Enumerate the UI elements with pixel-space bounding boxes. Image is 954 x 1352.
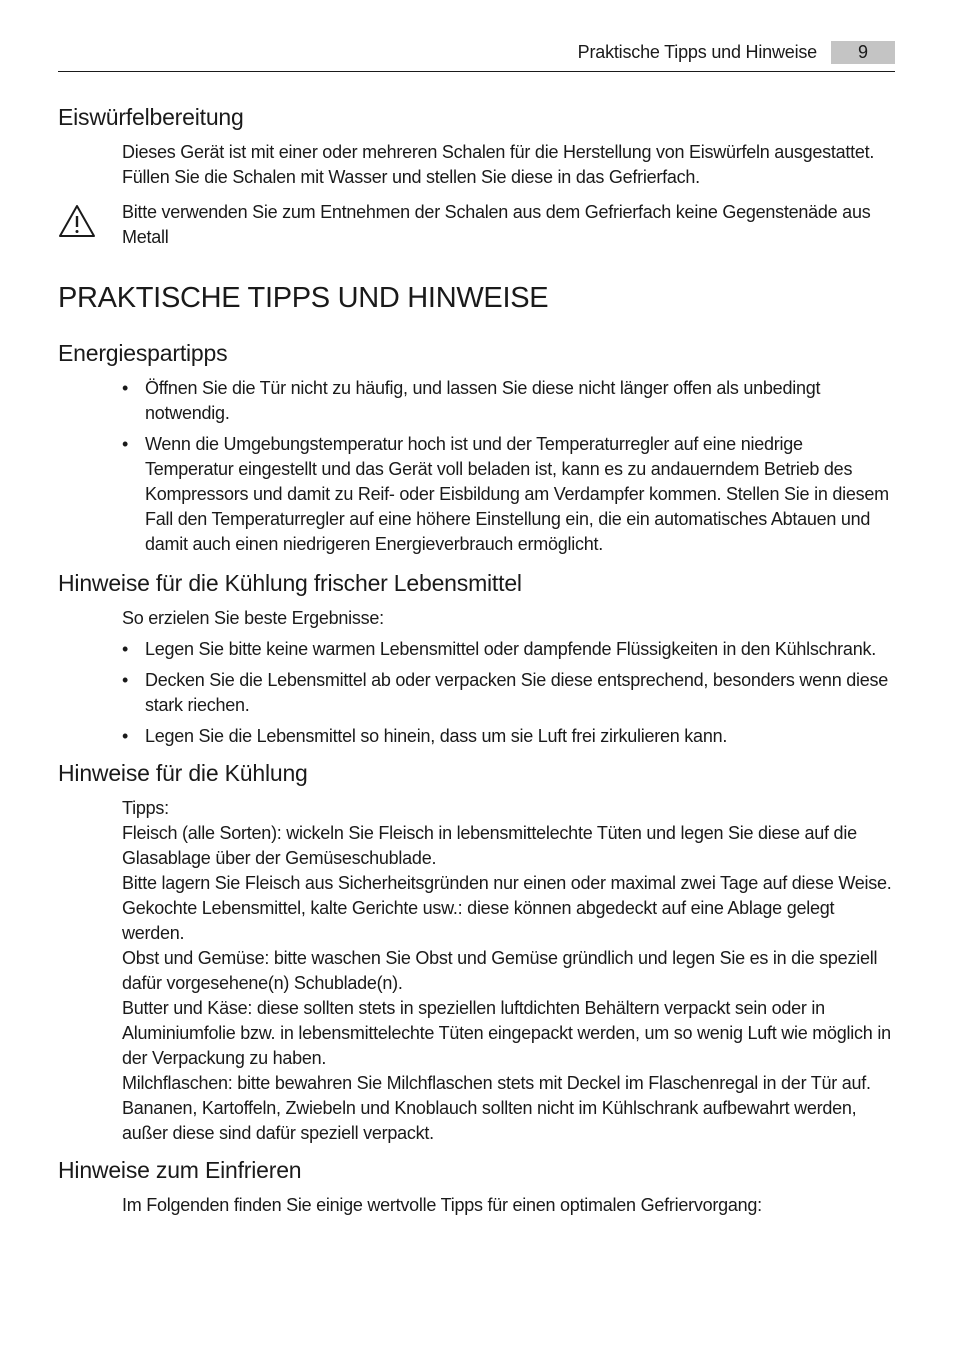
- list-item: • Wenn die Umgebungstemperatur hoch ist und der Temperaturregler auf eine niedrige Temperatur eingestellt und das Gerät voll beladen ist, kann es zu andauerndem Betrieb des Kompressors und damit zu Reif- oder Eisbildung am Verdampfer kommen. Stellen Sie in diesem Fall den Temperaturregler auf eine höhere Einstellung ein, die ein automatisches Abtauen und damit auch einen niedrigeren Energieverbrauch ermöglicht.: [122, 434, 889, 554]
- cooling-tip-line: Obst und Gemüse: bitte waschen Sie Obst und Gemüse gründlich und legen Sie es in die speziell dafür vorgesehene(n) Schublade(n).: [122, 948, 878, 993]
- ice-cubes-paragraph: Dieses Gerät ist mit einer oder mehreren Schalen für die Herstellung von Eiswürfeln ausgestattet. Füllen Sie die Schalen mit Wasser und stellen Sie diese in das Gefrierfach.: [122, 142, 875, 187]
- fresh-food-bullet-list: [122, 637, 895, 749]
- warning-text: Bitte verwenden Sie zum Entnehmen der Schalen aus dem Gefrierfach keine Gegenstenäde aus Metall: [122, 202, 871, 247]
- warning-note: [58, 200, 895, 250]
- list-item: • Decken Sie die Lebensmittel ab oder verpacken Sie diese entsprechend, besonders wenn diese stark riechen.: [122, 670, 888, 715]
- cooling-tip-line: Milchflaschen: bitte bewahren Sie Milchflaschen stets mit Deckel im Flaschenregal in der Tür auf.: [122, 1073, 871, 1093]
- list-item: • Öffnen Sie die Tür nicht zu häufig, und lassen Sie diese nicht länger offen als unbedingt notwendig.: [122, 378, 821, 423]
- section-heading-energy-saving: Energiespartipps: [58, 340, 228, 366]
- freezing-intro: Im Folgenden finden Sie einige wertvolle Tipps für einen optimalen Gefriervorgang:: [122, 1195, 762, 1215]
- page-number: 9: [831, 41, 895, 64]
- cooling-tip-line: Bitte lagern Sie Fleisch aus Sicherheitsgründen nur einen oder maximal zwei Tage auf diese Weise.: [122, 873, 892, 893]
- page-content: [58, 102, 895, 1218]
- cooling-tip-line: Tipps:: [122, 798, 169, 818]
- energy-bullet-list: [122, 376, 895, 557]
- section-cooling: [58, 758, 895, 1146]
- running-title: Praktische Tipps und Hinweise: [577, 42, 817, 62]
- warning-triangle-icon: [58, 204, 96, 238]
- cooling-tip-line: Butter und Käse: diese sollten stets in speziellen luftdichten Behältern verpackt sein oder in Aluminiumfolie bzw. in lebensmittelechte Tüten eingepackt werden, um so wenig Luft wie möglich in der Verpackung zu haben.: [122, 998, 891, 1068]
- section-energy-saving: [58, 338, 895, 557]
- section-heading-freezing: Hinweise zum Einfrieren: [58, 1157, 302, 1183]
- section-heading-fresh-food: Hinweise für die Kühlung frischer Lebensmittel: [58, 570, 522, 596]
- cooling-tip-line: Bananen, Kartoffeln, Zwiebeln und Knoblauch sollten nicht im Kühlschrank aufbewahrt werden, außer diese sind dafür speziell verpackt.: [122, 1098, 857, 1143]
- main-title: PRAKTISCHE TIPPS UND HINWEISE: [58, 282, 549, 314]
- section-heading-cooling: Hinweise für die Kühlung: [58, 760, 308, 786]
- section-heading-ice-cubes: Eiswürfelbereitung: [58, 104, 244, 130]
- section-ice-cubes: [58, 102, 895, 250]
- page-header: [58, 38, 895, 72]
- cooling-tip-line: Gekochte Lebensmittel, kalte Gerichte usw.: diese können abgedeckt auf eine Ablage gelegt werden.: [122, 898, 835, 943]
- section-freezing: [58, 1155, 895, 1218]
- list-item: • Legen Sie bitte keine warmen Lebensmittel oder dampfende Flüssigkeiten in den Kühlschrank.: [122, 639, 876, 659]
- cooling-tips: [122, 796, 895, 1146]
- fresh-food-intro: So erzielen Sie beste Ergebnisse:: [122, 608, 384, 628]
- list-item: • Legen Sie die Lebensmittel so hinein, dass um sie Luft frei zirkulieren kann.: [122, 726, 728, 746]
- cooling-tip-line: Fleisch (alle Sorten): wickeln Sie Fleisch in lebensmittelechte Tüten und legen Sie diese auf die Glasablage über der Gemüseschublade.: [122, 823, 857, 868]
- section-fresh-food: [58, 568, 895, 749]
